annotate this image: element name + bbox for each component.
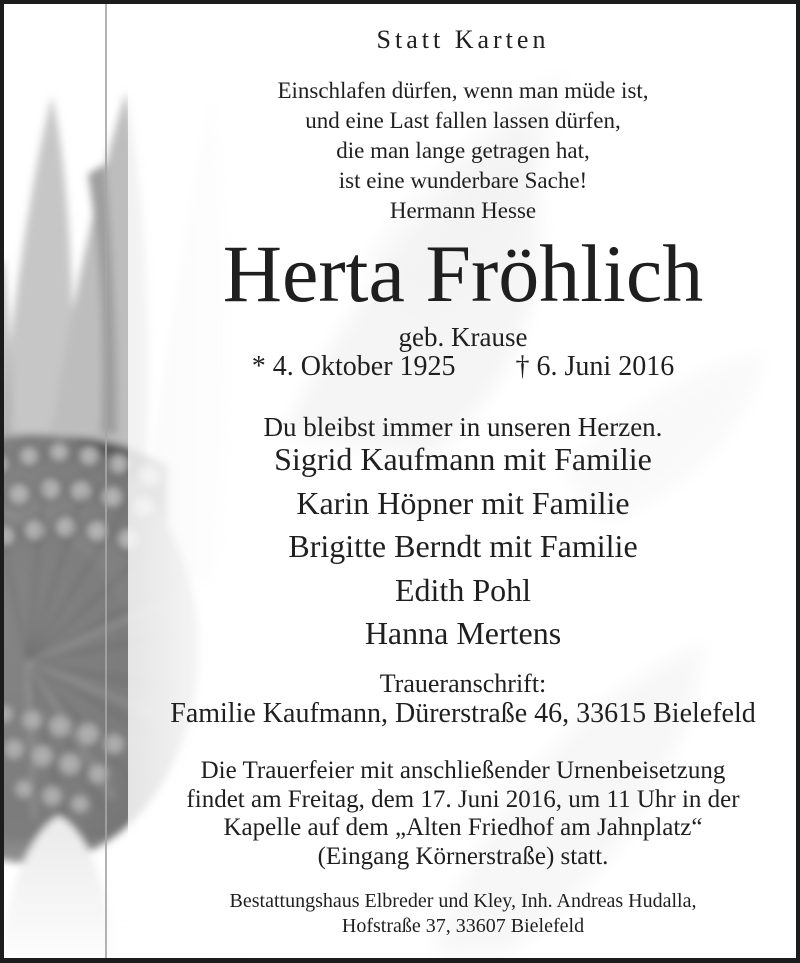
mourner-name: Hanna Mertens (364, 615, 562, 651)
mourner-name: Brigitte Berndt mit Familie (288, 528, 638, 564)
ceremony-line: findet am Freitag, dem 17. Juni 2016, um 11 Uhr in der (186, 785, 740, 813)
mourner-name: Edith Pohl (394, 571, 531, 608)
funeral-home-note (130, 889, 796, 939)
mourner-name: Sigrid Kaufmann mit Familie (274, 441, 652, 477)
fold-line (105, 4, 107, 958)
funeral-home-line: Bestattungshaus Elbreder und Kley, Inh. Andreas Hudalla, (229, 890, 697, 912)
dedication-line: Du bleibst immer in unseren Herzen. (263, 412, 663, 442)
quote-line: die man lange getragen hat, (336, 138, 590, 163)
quote-block (130, 76, 796, 226)
mourners-list (130, 438, 796, 656)
ceremony-line: (Eingang Körnerstraße) statt. (317, 842, 609, 870)
life-dates (130, 352, 796, 382)
ceremony-line: Kapelle auf dem „Alten Friedhof am Jahnplatz“ (223, 814, 703, 842)
maiden-name: geb. Krause (398, 322, 528, 352)
ceremony-line: Die Trauerfeier mit anschließender Urnenbeisetzung (200, 757, 726, 784)
condolence-title: Traueranschrift: (379, 669, 547, 698)
quote-line: ist eine wunderbare Sache! (338, 168, 588, 193)
header-statt-karten: Statt Karten (376, 25, 550, 54)
mourner-name: Karin Höpner mit Familie (296, 484, 630, 521)
quote-author: Hermann Hesse (389, 198, 537, 223)
funeral-home-line: Hofstraße 37, 33607 Bielefeld (341, 915, 585, 937)
death-date: † 6. Juni 2016 (515, 351, 675, 382)
condolence-address: Familie Kaufmann, Dürerstraße 46, 33615 Bielefeld (170, 698, 756, 729)
birth-date: * 4. Oktober 1925 (251, 351, 456, 382)
quote-line: Einschlafen dürfen, wenn man müde ist, (277, 78, 649, 103)
deceased-name: Herta Fröhlich (222, 228, 704, 319)
quote-line: und eine Last fallen lassen dürfen, (305, 108, 621, 133)
ceremony-text (130, 757, 796, 871)
